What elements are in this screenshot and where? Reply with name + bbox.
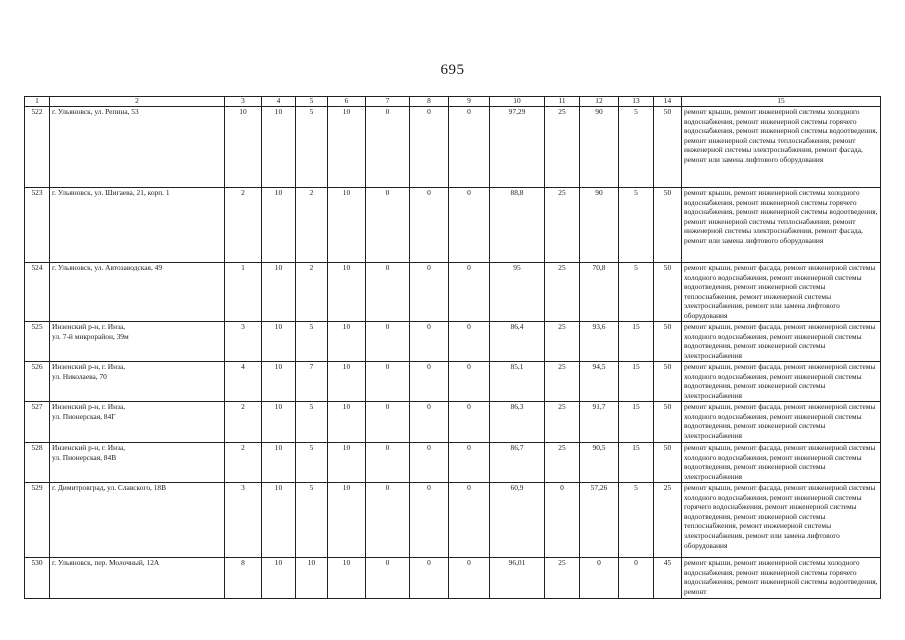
cell-c3: 3: [225, 483, 262, 558]
col-header: 13: [619, 97, 654, 107]
cell-c14: 50: [654, 402, 682, 443]
col-header: 4: [262, 97, 296, 107]
cell-c4: 10: [262, 322, 296, 362]
cell-c12: 90: [580, 107, 619, 188]
row-id: 525: [25, 322, 50, 362]
cell-c7: 0: [366, 107, 410, 188]
table-row: [25, 107, 881, 188]
col-header: 3: [225, 97, 262, 107]
cell-c5: 5: [296, 443, 328, 483]
cell-c11: 25: [545, 107, 580, 188]
cell-c6: 10: [328, 483, 366, 558]
cell-c3: 10: [225, 107, 262, 188]
cell-c8: 0: [410, 322, 449, 362]
cell-c14: 50: [654, 443, 682, 483]
cell-c6: 10: [328, 362, 366, 402]
row-id: 526: [25, 362, 50, 402]
cell-c13: 0: [619, 558, 654, 599]
table-row: [25, 362, 881, 402]
cell-c7: 0: [366, 263, 410, 322]
cell-c4: 10: [262, 443, 296, 483]
row-id: 524: [25, 263, 50, 322]
table-row: [25, 443, 881, 483]
cell-c11: 25: [545, 322, 580, 362]
cell-c12: 70,8: [580, 263, 619, 322]
row-address: г. Димитровград, ул. Славского, 18В: [50, 483, 225, 558]
cell-c11: 25: [545, 362, 580, 402]
cell-c6: 10: [328, 558, 366, 599]
cell-c13: 15: [619, 362, 654, 402]
cell-c13: 5: [619, 263, 654, 322]
cell-c10: 86,4: [490, 322, 545, 362]
cell-c10: 85,1: [490, 362, 545, 402]
cell-c10: 60,9: [490, 483, 545, 558]
row-address: Инзенский р-н, г. Инза, ул. Николаева, 70: [50, 362, 225, 402]
col-header: 14: [654, 97, 682, 107]
header-row: [25, 97, 881, 107]
cell-c3: 8: [225, 558, 262, 599]
row-id: 530: [25, 558, 50, 599]
cell-c12: 90: [580, 188, 619, 263]
row-works: ремонт крыши, ремонт фасада, ремонт инженерной системы холодного водоснабжения, ремонт инженерной системы водоотведения, ремонт инженерной системы электроснабжения: [682, 322, 881, 362]
cell-c7: 0: [366, 483, 410, 558]
cell-c7: 0: [366, 558, 410, 599]
row-address: г. Ульяновск, ул. Автозаводская, 49: [50, 263, 225, 322]
cell-c8: 0: [410, 483, 449, 558]
cell-c6: 10: [328, 402, 366, 443]
row-works: ремонт крыши, ремонт инженерной системы холодного водоснабжения, ремонт инженерной системы горячего водоснабжения, ремонт инженерной системы водоотведения, ремонт: [682, 558, 881, 599]
table-row: [25, 188, 881, 263]
col-header: 5: [296, 97, 328, 107]
row-id: 527: [25, 402, 50, 443]
cell-c14: 50: [654, 322, 682, 362]
row-id: 522: [25, 107, 50, 188]
cell-c12: 91,7: [580, 402, 619, 443]
col-header: 7: [366, 97, 410, 107]
cell-c10: 86,7: [490, 443, 545, 483]
cell-c12: 0: [580, 558, 619, 599]
col-header: 6: [328, 97, 366, 107]
table-row: [25, 483, 881, 558]
row-address: г. Ульяновск, ул. Шигаева, 21, корп. 1: [50, 188, 225, 263]
cell-c5: 5: [296, 322, 328, 362]
cell-c5: 10: [296, 558, 328, 599]
works-table: [24, 96, 881, 599]
cell-c13: 15: [619, 402, 654, 443]
cell-c8: 0: [410, 107, 449, 188]
cell-c4: 10: [262, 263, 296, 322]
cell-c7: 0: [366, 322, 410, 362]
cell-c8: 0: [410, 362, 449, 402]
cell-c9: 0: [449, 322, 490, 362]
table-row: [25, 263, 881, 322]
cell-c8: 0: [410, 402, 449, 443]
cell-c6: 10: [328, 188, 366, 263]
cell-c6: 10: [328, 107, 366, 188]
cell-c12: 94,5: [580, 362, 619, 402]
table-row: [25, 402, 881, 443]
cell-c14: 50: [654, 107, 682, 188]
cell-c11: 25: [545, 443, 580, 483]
row-works: ремонт крыши, ремонт инженерной системы холодного водоснабжения, ремонт инженерной системы горячего водоснабжения, ремонт инженерной системы водоотведения, ремонт инженерной системы теплоснабжения, ремонт инженерной системы электроснабжения, ремонт фасада, ремонт или замена лифтового оборудования: [682, 107, 881, 188]
cell-c10: 97,29: [490, 107, 545, 188]
cell-c14: 25: [654, 483, 682, 558]
row-works: ремонт крыши, ремонт инженерной системы холодного водоснабжения, ремонт инженерной системы горячего водоснабжения, ремонт инженерной системы водоотведения, ремонт инженерной системы теплоснабжения, ремонт инженерной системы электроснабжения, ремонт фасада, ремонт или замена лифтового оборудования: [682, 188, 881, 263]
row-works: ремонт крыши, ремонт фасада, ремонт инженерной системы холодного водоснабжения, ремонт инженерной системы водоотведения, ремонт инженерной системы электроснабжения: [682, 443, 881, 483]
cell-c12: 57,26: [580, 483, 619, 558]
cell-c4: 10: [262, 483, 296, 558]
cell-c9: 0: [449, 188, 490, 263]
col-header: 12: [580, 97, 619, 107]
cell-c9: 0: [449, 263, 490, 322]
cell-c4: 10: [262, 362, 296, 402]
cell-c11: 25: [545, 188, 580, 263]
col-header: 8: [410, 97, 449, 107]
cell-c6: 10: [328, 322, 366, 362]
row-works: ремонт крыши, ремонт фасада, ремонт инженерной системы холодного водоснабжения, ремонт инженерной системы водоотведения, ремонт инженерной системы электроснабжения: [682, 362, 881, 402]
cell-c8: 0: [410, 263, 449, 322]
col-header: 10: [490, 97, 545, 107]
col-header: 11: [545, 97, 580, 107]
table-row: [25, 558, 881, 599]
row-id: 523: [25, 188, 50, 263]
col-header: 15: [682, 97, 881, 107]
cell-c11: 0: [545, 483, 580, 558]
cell-c8: 0: [410, 443, 449, 483]
col-header: 2: [50, 97, 225, 107]
cell-c6: 10: [328, 263, 366, 322]
row-works: ремонт крыши, ремонт фасада, ремонт инженерной системы холодного водоснабжения, ремонт инженерной системы горячего водоснабжения, ремонт инженерной системы водоотведения, ремонт инженерной системы теплоснабжения, ремонт инженерной системы электроснабжения, ремонт или замена лифтового оборудования: [682, 483, 881, 558]
row-works: ремонт крыши, ремонт фасада, ремонт инженерной системы холодного водоснабжения, ремонт инженерной системы водоотведения, ремонт инженерной системы электроснабжения: [682, 402, 881, 443]
cell-c3: 4: [225, 362, 262, 402]
cell-c4: 10: [262, 188, 296, 263]
cell-c3: 1: [225, 263, 262, 322]
cell-c10: 88,8: [490, 188, 545, 263]
cell-c5: 5: [296, 483, 328, 558]
cell-c8: 0: [410, 558, 449, 599]
page-number: 695: [440, 62, 465, 78]
cell-c9: 0: [449, 107, 490, 188]
cell-c7: 0: [366, 402, 410, 443]
cell-c13: 15: [619, 443, 654, 483]
cell-c10: 96,01: [490, 558, 545, 599]
cell-c13: 5: [619, 107, 654, 188]
cell-c13: 15: [619, 322, 654, 362]
cell-c5: 5: [296, 402, 328, 443]
row-works: ремонт крыши, ремонт фасада, ремонт инженерной системы холодного водоснабжения, ремонт инженерной системы водоотведения, ремонт инженерной системы теплоснабжения, ремонт инженерной системы электроснабжения, ремонт или замена лифтового оборудования: [682, 263, 881, 322]
cell-c14: 50: [654, 188, 682, 263]
cell-c13: 5: [619, 483, 654, 558]
cell-c7: 0: [366, 443, 410, 483]
col-header: 1: [25, 97, 50, 107]
cell-c14: 50: [654, 362, 682, 402]
cell-c5: 2: [296, 263, 328, 322]
cell-c7: 0: [366, 188, 410, 263]
cell-c9: 0: [449, 402, 490, 443]
row-address: Инзенский р-н, г. Инза, ул. Пионерская, 84Г: [50, 402, 225, 443]
row-address: Инзенский р-н, г. Инза, ул. Пионерская, 84В: [50, 443, 225, 483]
row-address: г. Ульяновск, пер. Молочный, 12А: [50, 558, 225, 599]
cell-c3: 2: [225, 443, 262, 483]
cell-c9: 0: [449, 443, 490, 483]
cell-c12: 93,6: [580, 322, 619, 362]
table-row: [25, 322, 881, 362]
cell-c5: 2: [296, 188, 328, 263]
cell-c3: 3: [225, 322, 262, 362]
cell-c11: 25: [545, 558, 580, 599]
cell-c5: 5: [296, 107, 328, 188]
cell-c5: 7: [296, 362, 328, 402]
cell-c12: 90,5: [580, 443, 619, 483]
cell-c3: 2: [225, 402, 262, 443]
cell-c10: 95: [490, 263, 545, 322]
row-address: г. Ульяновск, ул. Репина, 53: [50, 107, 225, 188]
row-id: 529: [25, 483, 50, 558]
cell-c14: 45: [654, 558, 682, 599]
cell-c4: 10: [262, 558, 296, 599]
cell-c4: 10: [262, 402, 296, 443]
cell-c9: 0: [449, 483, 490, 558]
cell-c11: 25: [545, 402, 580, 443]
cell-c13: 5: [619, 188, 654, 263]
cell-c7: 0: [366, 362, 410, 402]
row-address: Инзенский р-н, г. Инза, ул. 7-й микрорайон, 39м: [50, 322, 225, 362]
cell-c14: 50: [654, 263, 682, 322]
cell-c11: 25: [545, 263, 580, 322]
cell-c9: 0: [449, 558, 490, 599]
cell-c6: 10: [328, 443, 366, 483]
cell-c9: 0: [449, 362, 490, 402]
cell-c10: 86,3: [490, 402, 545, 443]
col-header: 9: [449, 97, 490, 107]
cell-c4: 10: [262, 107, 296, 188]
cell-c3: 2: [225, 188, 262, 263]
row-id: 528: [25, 443, 50, 483]
cell-c8: 0: [410, 188, 449, 263]
